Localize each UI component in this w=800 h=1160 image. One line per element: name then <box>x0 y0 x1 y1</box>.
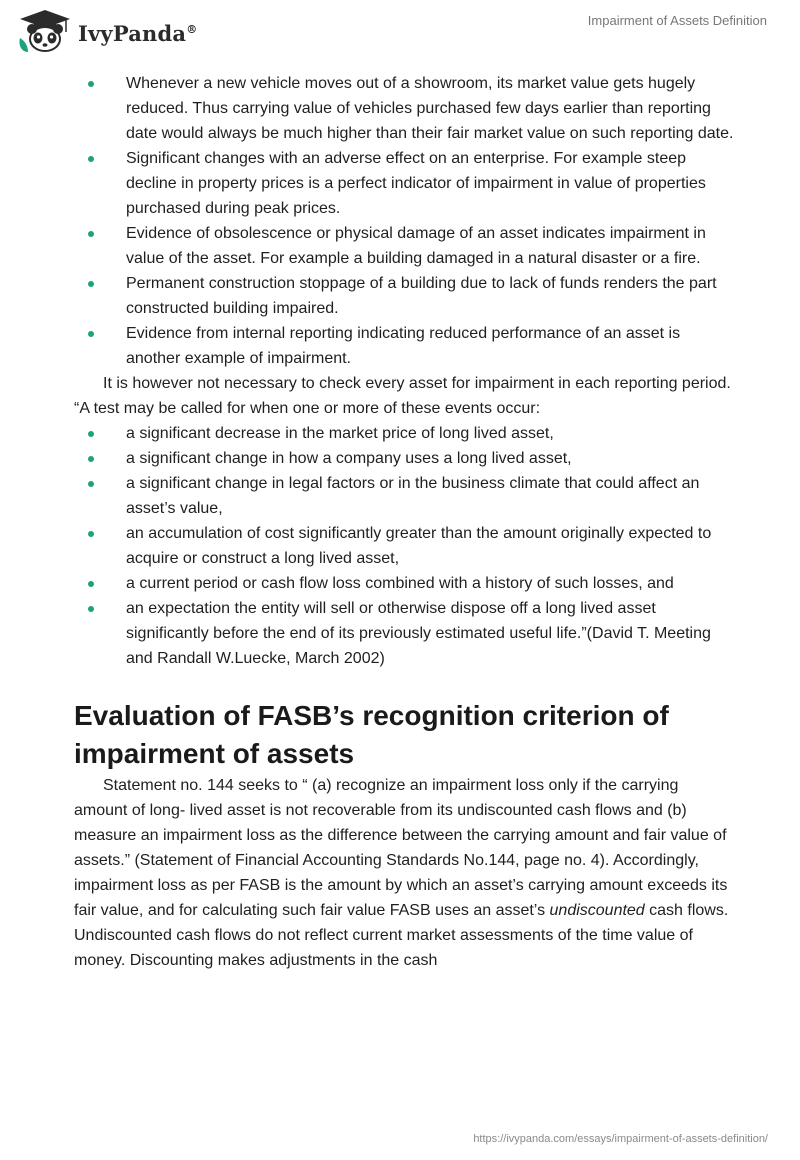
list-item-text: an accumulation of cost significantly greater than the amount originally expected to acquire or construct a long lived asset, <box>126 525 712 567</box>
bullet-icon <box>88 456 94 462</box>
panda-graduate-icon <box>16 8 74 54</box>
list-item <box>74 71 734 146</box>
list-item-text: Significant changes with an adverse effect on an enterprise. For example steep decline in property prices is a perfect indicator of impairment in value of properties purchased during peak prices. <box>126 150 706 217</box>
source-url[interactable]: https://ivypanda.com/essays/impairment-of-assets-definition/ <box>473 1133 768 1145</box>
list-item-text: a significant change in legal factors or in the business climate that could affect an asset’s value, <box>126 475 700 517</box>
bullet-icon <box>88 581 94 587</box>
list-item <box>74 321 734 371</box>
bullet-icon <box>88 156 94 162</box>
list-item <box>74 446 734 471</box>
brand-name <box>78 21 197 46</box>
list-item <box>74 596 734 671</box>
document-title: Impairment of Assets Definition <box>587 13 767 28</box>
paragraph: It is however not necessary to check every asset for impairment in each reporting period. “A test may be called for when one or more of these events occur: <box>74 375 731 417</box>
list-item <box>74 471 734 521</box>
bullet-icon <box>88 81 94 87</box>
paragraph-text: Statement no. 144 seeks to “ (a) recognize an impairment loss only if the carrying amount of long- lived asset is not recoverable from its undiscounted cash flows and (b) measure an impairment loss as the difference between the carrying amount and fair value of assets.” (Statement of Financial Accounting Standards No.144, page no. 4). Accordingly, impairment loss as per FASB is the amount by which an asset’s carrying amount exceeds its fair value, and for calculating such fair value FASB uses an asset’s <box>74 777 728 919</box>
bullet-icon <box>88 231 94 237</box>
paragraph <box>74 773 734 973</box>
list-item <box>74 146 734 221</box>
bullet-icon <box>88 531 94 537</box>
list-item <box>74 421 734 446</box>
bullet-icon <box>88 606 94 612</box>
list-item <box>74 271 734 321</box>
emphasis-text: undiscounted <box>549 902 645 919</box>
list-item-text: Evidence from internal reporting indicating reduced performance of an asset is another example of impairment. <box>126 325 681 367</box>
brand-text: IvyPanda <box>78 20 187 46</box>
bullet-icon <box>88 331 94 337</box>
list-item-text: a significant change in how a company uses a long lived asset, <box>126 450 572 467</box>
list-item-text: an expectation the entity will sell or otherwise dispose off a long lived asset significantly before the end of its previously estimated useful life.”(David T. Meeting and Randall W.Luecke, March 2002) <box>126 600 711 667</box>
bullet-icon <box>88 281 94 287</box>
test-events-list <box>74 421 734 671</box>
registered-mark: ® <box>186 22 198 36</box>
paragraph-text-continued: cash flows. Undiscounted cash flows do not reflect current market assessments of the time value of money. Discounting makes adjustments in the cash <box>74 902 729 969</box>
list-item-text: Evidence of obsolescence or physical damage of an asset indicates impairment in value of the asset. For example a building damaged in a natural disaster or a fire. <box>126 225 706 267</box>
bullet-icon <box>88 481 94 487</box>
list-item <box>74 221 734 271</box>
list-item-text: Permanent construction stoppage of a building due to lack of funds renders the part constructed building impaired. <box>126 275 717 317</box>
list-item <box>74 521 734 571</box>
article-body <box>74 71 734 973</box>
list-item <box>74 571 734 596</box>
list-item-text: a significant decrease in the market price of long lived asset, <box>126 425 554 442</box>
bullet-icon <box>88 431 94 437</box>
section-heading: Evaluation of FASB’s recognition criterion of impairment of assets <box>74 700 669 769</box>
list-item-text: a current period or cash flow loss combined with a history of such losses, and <box>126 575 674 592</box>
impairment-indicators-list <box>74 71 734 371</box>
list-item-text: Whenever a new vehicle moves out of a showroom, its market value gets hugely reduced. Thus carrying value of vehicles purchased few days earlier than reporting date would always be much higher than their fair market value on such reporting date. <box>126 75 734 142</box>
ivypanda-logo[interactable] <box>16 8 197 54</box>
page-header <box>0 0 800 62</box>
